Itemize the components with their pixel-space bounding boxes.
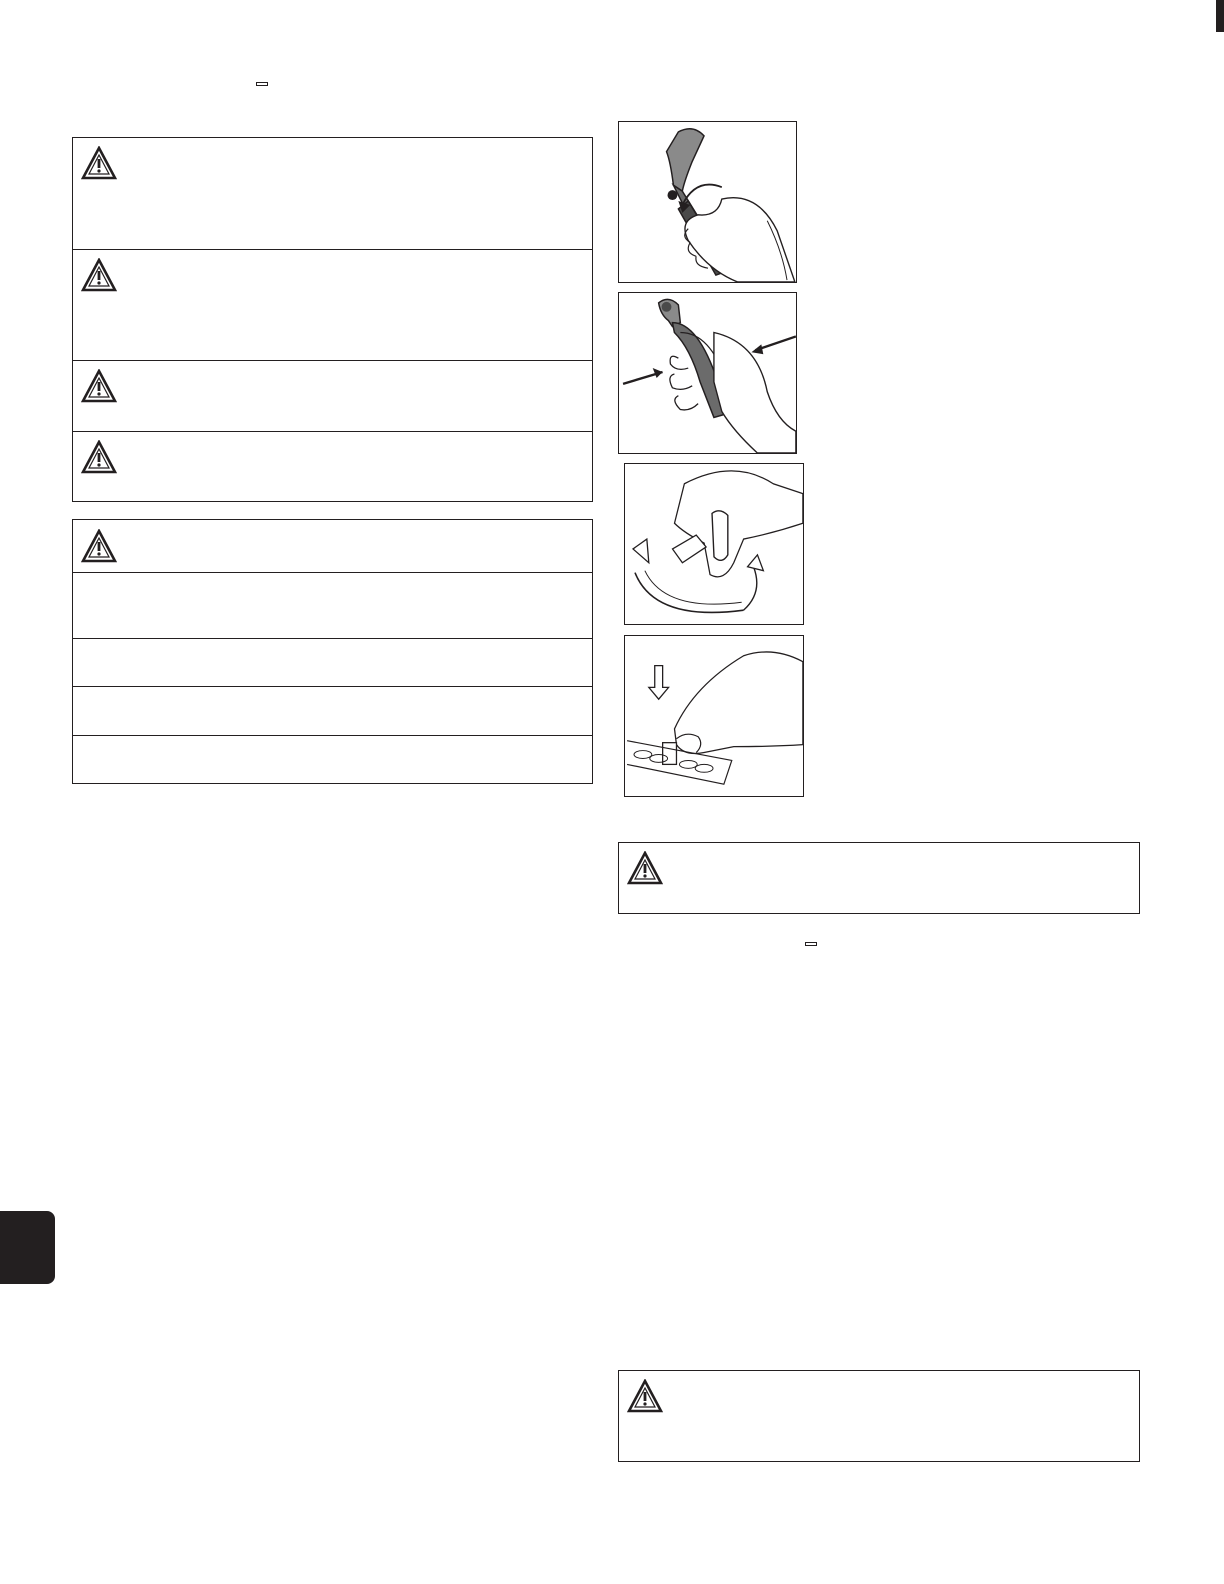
warning-row [73,431,592,503]
hand-squeezing-device-illustration [618,292,797,454]
page-corner-mark [1216,0,1224,32]
table-header-row [73,520,592,572]
warning-callout [618,1370,1140,1462]
warning-triangle-icon [81,146,117,180]
warning-stack [72,137,593,502]
finger-pressing-down-illustration [624,635,804,797]
warning-triangle-icon [627,851,663,885]
table-row [73,686,592,736]
warning-row [73,360,592,432]
warning-triangle-icon [81,529,117,563]
table-row [73,572,592,639]
warning-triangle-icon [81,258,117,292]
body-dash-mark [805,942,817,946]
warning-callout [618,842,1140,914]
table-row [73,735,592,784]
warning-row [73,249,592,361]
warning-triangle-icon [81,440,117,474]
warning-triangle-icon [81,369,117,403]
warning-triangle-icon [627,1379,663,1413]
warning-row [73,138,592,249]
warning-table [72,519,593,784]
hand-opening-device-illustration [618,121,797,283]
hand-twisting-cap-illustration [624,463,804,625]
header-dash-mark [256,82,268,86]
table-row [73,638,592,687]
section-tab [0,1211,55,1284]
